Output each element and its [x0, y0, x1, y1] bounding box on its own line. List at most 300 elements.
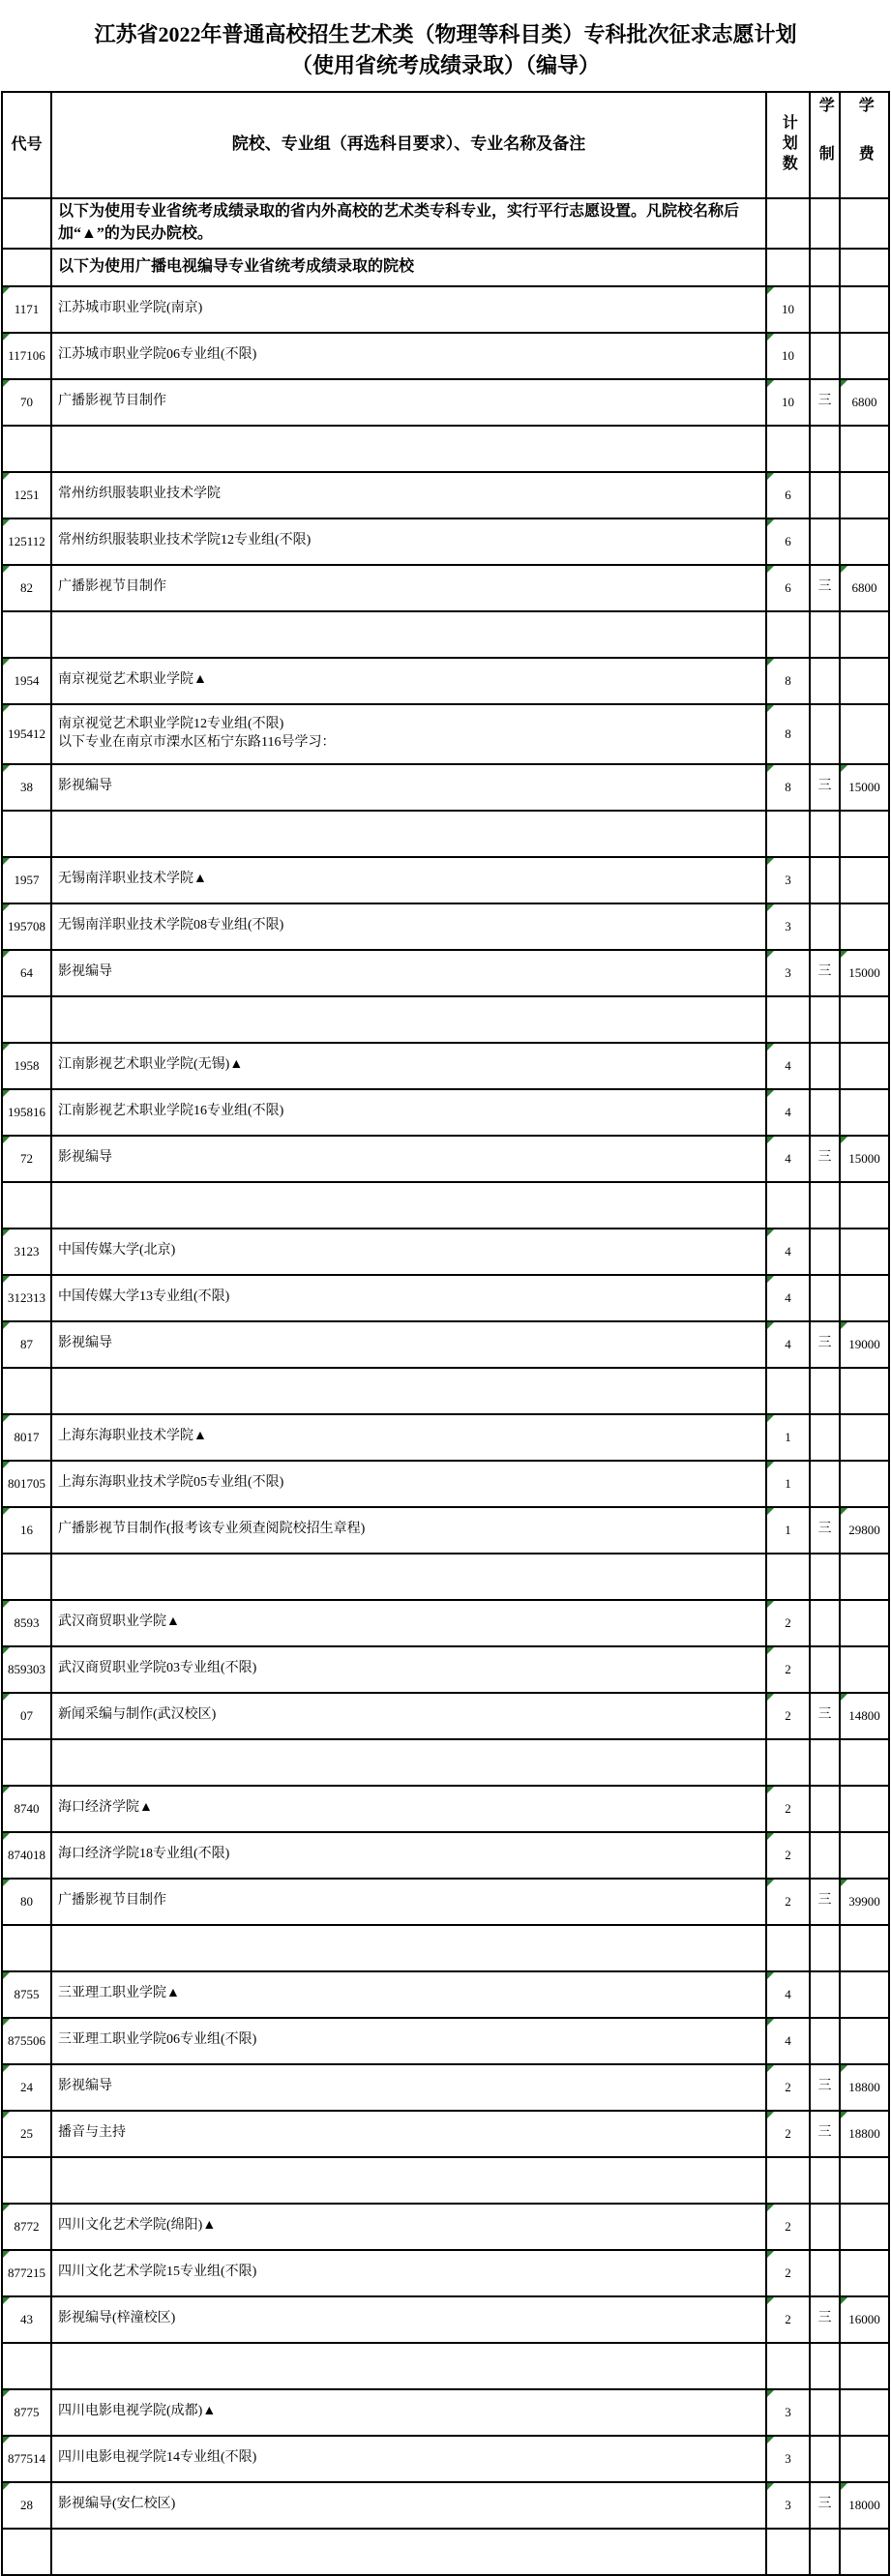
plan-cell: 8: [766, 658, 810, 704]
fee-cell: 29800: [840, 1507, 889, 1554]
name-cell: 影视编导: [51, 1136, 766, 1182]
code-cell: 24: [2, 2064, 51, 2111]
plan-cell: 1: [766, 1507, 810, 1554]
table-row: [2, 857, 889, 903]
page-title: [0, 0, 891, 81]
plan-cell: [766, 2157, 810, 2204]
fee-cell: [840, 611, 889, 658]
table-row: [2, 286, 889, 333]
fee-cell: 18000: [840, 2482, 889, 2529]
code-cell: 80: [2, 1879, 51, 1925]
duration-cell: 三: [810, 379, 840, 426]
duration-cell: [810, 996, 840, 1043]
note-category-text: 以下为使用广播电视编导专业省统考成绩录取的院校: [51, 249, 766, 286]
plan-cell: [766, 249, 810, 286]
name-cell: 江南影视艺术职业学院(无锡)▲: [51, 1043, 766, 1089]
name-cell: 播音与主持: [51, 2111, 766, 2157]
plan-cell: [766, 1925, 810, 1971]
header-duration: 学制: [810, 92, 840, 198]
duration-cell: 三: [810, 1879, 840, 1925]
spacer-row: [2, 996, 889, 1043]
header-name: 院校、专业组（再选科目要求）、专业名称及备注: [51, 92, 766, 198]
name-cell: [51, 2343, 766, 2389]
plan-cell: [766, 198, 810, 249]
code-cell: [2, 249, 51, 286]
table-row: [2, 1414, 889, 1461]
fee-cell: [840, 1182, 889, 1229]
name-cell: 江南影视艺术职业学院16专业组(不限): [51, 1089, 766, 1136]
duration-cell: [810, 518, 840, 565]
code-cell: 8017: [2, 1414, 51, 1461]
duration-cell: [810, 2250, 840, 2296]
plan-cell: [766, 1368, 810, 1414]
name-cell: 海口经济学院▲: [51, 1786, 766, 1832]
name-cell: [51, 2529, 766, 2575]
name-cell: 广播影视节目制作: [51, 565, 766, 611]
table-row: [2, 2296, 889, 2343]
code-cell: 877514: [2, 2436, 51, 2482]
table-row: [2, 764, 889, 811]
code-cell: 38: [2, 764, 51, 811]
plan-cell: [766, 426, 810, 472]
plan-cell: 10: [766, 286, 810, 333]
duration-cell: [810, 1646, 840, 1693]
name-cell: 江苏城市职业学院(南京): [51, 286, 766, 333]
duration-cell: [810, 1043, 840, 1089]
table-row: [2, 1786, 889, 1832]
name-cell: 常州纺织服装职业技术学院: [51, 472, 766, 518]
fee-cell: [840, 1971, 889, 2018]
fee-cell: [840, 704, 889, 764]
table-row: [2, 2482, 889, 2529]
plan-cell: 4: [766, 1275, 810, 1321]
name-cell: 影视编导: [51, 1321, 766, 1368]
duration-cell: [810, 2343, 840, 2389]
duration-cell: [810, 286, 840, 333]
name-cell: 无锡南洋职业技术学院▲: [51, 857, 766, 903]
fee-cell: [840, 1554, 889, 1600]
name-cell: 江苏城市职业学院06专业组(不限): [51, 333, 766, 379]
name-cell: 影视编导: [51, 764, 766, 811]
code-cell: 1958: [2, 1043, 51, 1089]
code-cell: 28: [2, 2482, 51, 2529]
fee-cell: [840, 333, 889, 379]
header-code: 代号: [2, 92, 51, 198]
duration-cell: [810, 811, 840, 857]
code-cell: [2, 1182, 51, 1229]
code-cell: 07: [2, 1693, 51, 1739]
name-cell: 南京视觉艺术职业学院12专业组(不限) 以下专业在南京市溧水区柘宁东路116号学习：: [51, 704, 766, 764]
table-row: [2, 1879, 889, 1925]
code-cell: 8755: [2, 1971, 51, 2018]
duration-cell: [810, 1739, 840, 1786]
plan-cell: 3: [766, 950, 810, 996]
spacer-row: [2, 811, 889, 857]
plan-cell: [766, 1554, 810, 1600]
fee-cell: [840, 1461, 889, 1507]
code-cell: 801705: [2, 1461, 51, 1507]
code-cell: [2, 811, 51, 857]
code-cell: [2, 996, 51, 1043]
spacer-row: [2, 1925, 889, 1971]
fee-cell: [840, 1925, 889, 1971]
table-row: [2, 704, 889, 764]
duration-cell: [810, 2389, 840, 2436]
table-row: [2, 1646, 889, 1693]
name-cell: 上海东海职业技术学院▲: [51, 1414, 766, 1461]
table-row: [2, 565, 889, 611]
code-cell: 1957: [2, 857, 51, 903]
name-cell: [51, 996, 766, 1043]
table-row: [2, 2250, 889, 2296]
table-row: [2, 950, 889, 996]
fee-cell: [840, 857, 889, 903]
code-cell: 195708: [2, 903, 51, 950]
fee-cell: [840, 2436, 889, 2482]
code-cell: 25: [2, 2111, 51, 2157]
duration-cell: [810, 2529, 840, 2575]
table-body: [2, 286, 889, 2575]
name-cell: 广播影视节目制作: [51, 1879, 766, 1925]
duration-cell: [810, 2436, 840, 2482]
code-cell: [2, 2529, 51, 2575]
duration-cell: 三: [810, 2064, 840, 2111]
code-cell: 1954: [2, 658, 51, 704]
code-cell: [2, 1925, 51, 1971]
plan-cell: 2: [766, 1879, 810, 1925]
duration-cell: [810, 903, 840, 950]
table-row: [2, 1321, 889, 1368]
fee-cell: [840, 1414, 889, 1461]
spacer-row: [2, 1182, 889, 1229]
fee-cell: 16000: [840, 2296, 889, 2343]
plan-cell: 10: [766, 379, 810, 426]
plan-cell: 3: [766, 2389, 810, 2436]
duration-cell: 三: [810, 764, 840, 811]
table-row: [2, 1600, 889, 1646]
duration-cell: 三: [810, 950, 840, 996]
name-cell: 三亚理工职业学院▲: [51, 1971, 766, 2018]
table-row: [2, 472, 889, 518]
table-header: [2, 92, 889, 198]
plan-cell: 4: [766, 1321, 810, 1368]
plan-cell: 4: [766, 1136, 810, 1182]
code-cell: 16: [2, 1507, 51, 1554]
fee-cell: 18800: [840, 2111, 889, 2157]
name-cell: 中国传媒大学(北京): [51, 1229, 766, 1275]
name-cell: [51, 811, 766, 857]
header-plan: 计划数: [766, 92, 810, 198]
code-cell: [2, 1554, 51, 1600]
duration-cell: [810, 426, 840, 472]
name-cell: 广播影视节目制作(报考该专业须查阅院校招生章程): [51, 1507, 766, 1554]
name-cell: 四川电影电视学院14专业组(不限): [51, 2436, 766, 2482]
fee-cell: [840, 811, 889, 857]
duration-cell: 三: [810, 1136, 840, 1182]
name-cell: 新闻采编与制作(武汉校区): [51, 1693, 766, 1739]
spacer-row: [2, 2529, 889, 2575]
table-row: [2, 2064, 889, 2111]
plan-cell: 3: [766, 857, 810, 903]
plan-table: [1, 91, 890, 2576]
plan-cell: [766, 1739, 810, 1786]
plan-cell: [766, 611, 810, 658]
name-cell: 南京视觉艺术职业学院▲: [51, 658, 766, 704]
fee-cell: [840, 996, 889, 1043]
spacer-row: [2, 1554, 889, 1600]
duration-cell: [810, 1600, 840, 1646]
name-cell: 武汉商贸职业学院▲: [51, 1600, 766, 1646]
plan-cell: [766, 811, 810, 857]
duration-cell: [810, 1786, 840, 1832]
name-cell: 中国传媒大学13专业组(不限): [51, 1275, 766, 1321]
fee-cell: [840, 1646, 889, 1693]
plan-cell: [766, 2529, 810, 2575]
code-cell: [2, 426, 51, 472]
fee-cell: [840, 472, 889, 518]
name-cell: [51, 611, 766, 658]
duration-cell: [810, 1368, 840, 1414]
note-row-category: [2, 249, 889, 286]
fee-cell: [840, 2018, 889, 2064]
code-cell: 70: [2, 379, 51, 426]
fee-cell: [840, 1043, 889, 1089]
duration-cell: 三: [810, 2296, 840, 2343]
duration-cell: 三: [810, 1507, 840, 1554]
note-row-parallel: [2, 198, 889, 249]
plan-cell: 2: [766, 1832, 810, 1879]
fee-cell: [840, 2250, 889, 2296]
code-cell: 87: [2, 1321, 51, 1368]
duration-cell: [810, 1925, 840, 1971]
spacer-row: [2, 1368, 889, 1414]
name-cell: 影视编导(安仁校区): [51, 2482, 766, 2529]
code-cell: 8593: [2, 1600, 51, 1646]
name-cell: 武汉商贸职业学院03专业组(不限): [51, 1646, 766, 1693]
plan-cell: 2: [766, 1693, 810, 1739]
plan-cell: 3: [766, 903, 810, 950]
plan-cell: 2: [766, 1646, 810, 1693]
fee-cell: [840, 903, 889, 950]
fee-cell: [840, 249, 889, 286]
table-row: [2, 333, 889, 379]
code-cell: 64: [2, 950, 51, 996]
spacer-row: [2, 2343, 889, 2389]
fee-cell: [840, 518, 889, 565]
duration-cell: [810, 704, 840, 764]
duration-cell: [810, 1182, 840, 1229]
table-row: [2, 2204, 889, 2250]
code-cell: 8775: [2, 2389, 51, 2436]
duration-cell: [810, 1832, 840, 1879]
duration-cell: [810, 857, 840, 903]
plan-cell: 2: [766, 2204, 810, 2250]
table-row: [2, 658, 889, 704]
code-cell: [2, 611, 51, 658]
table-row: [2, 2389, 889, 2436]
plan-cell: 4: [766, 1043, 810, 1089]
name-cell: 四川文化艺术学院15专业组(不限): [51, 2250, 766, 2296]
spacer-row: [2, 611, 889, 658]
fee-cell: 15000: [840, 764, 889, 811]
table-row: [2, 1461, 889, 1507]
fee-cell: 14800: [840, 1693, 889, 1739]
plan-cell: 2: [766, 2250, 810, 2296]
table-row: [2, 1693, 889, 1739]
table-row: [2, 1136, 889, 1182]
code-cell: 82: [2, 565, 51, 611]
code-cell: 859303: [2, 1646, 51, 1693]
duration-cell: [810, 198, 840, 249]
fee-cell: [840, 1786, 889, 1832]
plan-cell: 2: [766, 1786, 810, 1832]
duration-cell: [810, 1229, 840, 1275]
fee-cell: [840, 658, 889, 704]
plan-cell: 10: [766, 333, 810, 379]
code-cell: 195412: [2, 704, 51, 764]
duration-cell: [810, 1414, 840, 1461]
plan-cell: 6: [766, 472, 810, 518]
page-title-line2: （使用省统考成绩录取）（编导）: [290, 52, 600, 77]
name-cell: 四川电影电视学院(成都)▲: [51, 2389, 766, 2436]
table-row: [2, 1832, 889, 1879]
duration-cell: 三: [810, 1321, 840, 1368]
duration-cell: [810, 2157, 840, 2204]
code-cell: 43: [2, 2296, 51, 2343]
code-cell: [2, 2157, 51, 2204]
code-cell: 8740: [2, 1786, 51, 1832]
plan-cell: [766, 996, 810, 1043]
duration-cell: 三: [810, 565, 840, 611]
name-cell: 影视编导: [51, 2064, 766, 2111]
duration-cell: [810, 1461, 840, 1507]
code-cell: 877215: [2, 2250, 51, 2296]
plan-cell: 3: [766, 2482, 810, 2529]
fee-cell: [840, 1089, 889, 1136]
duration-cell: [810, 333, 840, 379]
plan-cell: 6: [766, 565, 810, 611]
table-row: [2, 1043, 889, 1089]
header-fee: 学费: [840, 92, 889, 198]
fee-cell: [840, 426, 889, 472]
code-cell: 1171: [2, 286, 51, 333]
duration-cell: 三: [810, 1693, 840, 1739]
duration-cell: 三: [810, 2482, 840, 2529]
table-row: [2, 1971, 889, 2018]
duration-cell: [810, 1971, 840, 2018]
plan-cell: 4: [766, 1229, 810, 1275]
code-cell: 72: [2, 1136, 51, 1182]
table-row: [2, 1089, 889, 1136]
code-cell: 875506: [2, 2018, 51, 2064]
code-cell: 3123: [2, 1229, 51, 1275]
duration-cell: [810, 658, 840, 704]
name-cell: [51, 1554, 766, 1600]
fee-cell: [840, 1275, 889, 1321]
name-cell: 上海东海职业技术学院05专业组(不限): [51, 1461, 766, 1507]
fee-cell: [840, 1229, 889, 1275]
plan-cell: 8: [766, 704, 810, 764]
note-parallel-text: 以下为使用专业省统考成绩录取的省内外高校的艺术类专科专业，实行平行志愿设置。凡院校名称后加“▲”的为民办院校。: [51, 198, 766, 249]
plan-cell: 3: [766, 2436, 810, 2482]
header-row: [2, 92, 889, 198]
code-cell: [2, 1739, 51, 1786]
code-cell: 874018: [2, 1832, 51, 1879]
name-cell: 四川文化艺术学院(绵阳)▲: [51, 2204, 766, 2250]
name-cell: 三亚理工职业学院06专业组(不限): [51, 2018, 766, 2064]
table-row: [2, 1275, 889, 1321]
name-cell: 常州纺织服装职业技术学院12专业组(不限): [51, 518, 766, 565]
fee-cell: [840, 2204, 889, 2250]
duration-cell: [810, 249, 840, 286]
name-cell: 无锡南洋职业技术学院08专业组(不限): [51, 903, 766, 950]
table-row: [2, 518, 889, 565]
plan-cell: 4: [766, 1971, 810, 2018]
spacer-row: [2, 426, 889, 472]
fee-cell: 6800: [840, 379, 889, 426]
plan-cell: 6: [766, 518, 810, 565]
name-cell: [51, 1925, 766, 1971]
code-cell: 1251: [2, 472, 51, 518]
code-cell: 195816: [2, 1089, 51, 1136]
plan-cell: 2: [766, 2111, 810, 2157]
plan-cell: 2: [766, 1600, 810, 1646]
name-cell: [51, 1182, 766, 1229]
fee-cell: [840, 1368, 889, 1414]
code-cell: 312313: [2, 1275, 51, 1321]
name-cell: 海口经济学院18专业组(不限): [51, 1832, 766, 1879]
code-cell: 117106: [2, 333, 51, 379]
duration-cell: [810, 2018, 840, 2064]
fee-cell: [840, 2343, 889, 2389]
code-cell: 125112: [2, 518, 51, 565]
fee-cell: 15000: [840, 950, 889, 996]
fee-cell: [840, 2389, 889, 2436]
plan-cell: 1: [766, 1414, 810, 1461]
plan-cell: 2: [766, 2296, 810, 2343]
code-cell: [2, 2343, 51, 2389]
duration-cell: [810, 1089, 840, 1136]
fee-cell: [840, 1832, 889, 1879]
code-cell: [2, 1368, 51, 1414]
name-cell: 影视编导: [51, 950, 766, 996]
duration-cell: [810, 1275, 840, 1321]
duration-cell: 三: [810, 2111, 840, 2157]
name-cell: [51, 2157, 766, 2204]
code-cell: [2, 198, 51, 249]
fee-cell: 39900: [840, 1879, 889, 1925]
duration-cell: [810, 2204, 840, 2250]
table-row: [2, 1229, 889, 1275]
table-row: [2, 903, 889, 950]
duration-cell: [810, 472, 840, 518]
fee-cell: 15000: [840, 1136, 889, 1182]
table-row: [2, 2111, 889, 2157]
fee-cell: [840, 1739, 889, 1786]
fee-cell: [840, 1600, 889, 1646]
plan-cell: 1: [766, 1461, 810, 1507]
spacer-row: [2, 1739, 889, 1786]
name-cell: [51, 1739, 766, 1786]
fee-cell: 18800: [840, 2064, 889, 2111]
fee-cell: [840, 2157, 889, 2204]
fee-cell: 6800: [840, 565, 889, 611]
page-title-line1: 江苏省2022年普通高校招生艺术类（物理等科目类）专科批次征求志愿计划: [94, 22, 797, 46]
table-row: [2, 1507, 889, 1554]
fee-cell: 19000: [840, 1321, 889, 1368]
table-row: [2, 379, 889, 426]
plan-cell: 2: [766, 2064, 810, 2111]
